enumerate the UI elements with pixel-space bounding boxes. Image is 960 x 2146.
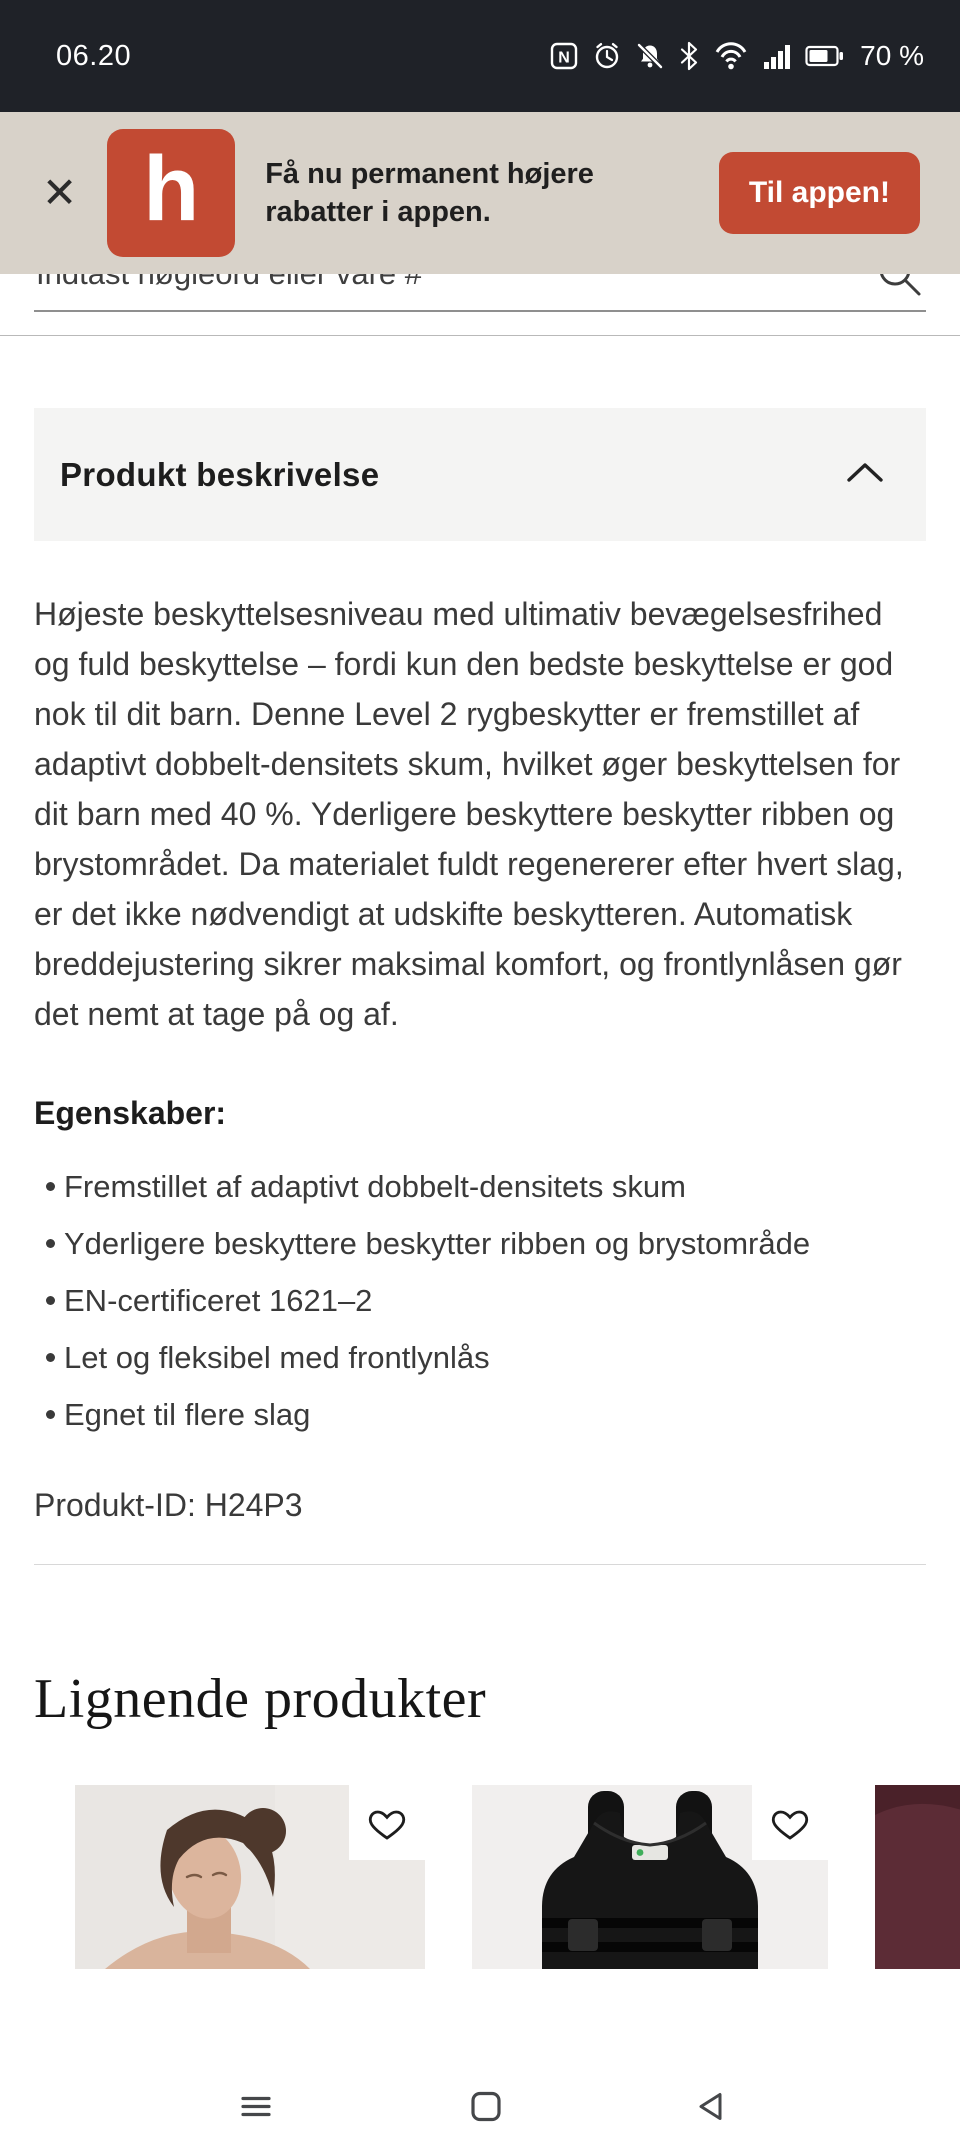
product-description-title: Produkt beskrivelse	[60, 455, 380, 493]
nav-menu-icon[interactable]	[239, 2089, 273, 2128]
nav-back-icon[interactable]	[695, 2089, 729, 2128]
nav-home-icon[interactable]	[469, 2089, 503, 2128]
signal-strength-icon	[762, 41, 792, 71]
banner-message-line2: rabatter i appen.	[265, 196, 491, 228]
nfc-icon	[549, 41, 579, 71]
app-logo-letter: h	[143, 138, 200, 240]
features-list	[34, 1158, 926, 1443]
product-image-partial	[875, 1785, 960, 1969]
feature-item: Fremstillet af adaptivt dobbelt-densitets skum	[64, 1158, 926, 1215]
feature-item: Yderligere beskyttere beskytter ribben og brystområde	[64, 1215, 926, 1272]
status-icons	[549, 40, 924, 72]
product-card[interactable]	[472, 1785, 828, 1969]
bluetooth-icon	[678, 41, 700, 71]
similar-products-heading: Lignende produkter	[34, 1668, 487, 1730]
app-promo-banner	[0, 112, 960, 274]
section-divider	[34, 1564, 926, 1565]
heart-icon	[770, 1804, 810, 1842]
favorite-button[interactable]	[349, 1785, 425, 1860]
open-app-button[interactable]: Til appen!	[719, 152, 920, 234]
alarm-icon	[592, 41, 622, 71]
status-bar	[0, 0, 960, 112]
battery-icon	[805, 42, 845, 70]
android-nav-bar	[0, 2071, 960, 2146]
features-heading: Egenskaber:	[34, 1095, 227, 1131]
battery-percent-label: 70 %	[860, 40, 924, 71]
search-bar-section	[0, 274, 960, 336]
heart-icon	[367, 1804, 407, 1842]
close-icon[interactable]: ✕	[42, 169, 78, 216]
notifications-off-icon	[635, 41, 665, 71]
product-description-body: Højeste beskyttelsesniveau med ultimativ bevægelsesfrihed og fuld beskyttelse – fordi kun den bedste beskyttelse er god nok til dit barn. Denne Level 2 rygbeskytter er fremstillet af adaptivt dobbelt-densitets skum, hvilket øger beskyttelsen for dit barn med 40 %. Yderligere beskyttere beskytter ribben og brystområdet. Da materialet fuldt regenererer efter hvert slag, er det ikke nødvendigt at udskifte beskytteren. Automatisk breddejustering sikrer maksimal komfort, og frontlynlåsen gør det nemt at tage på og af.	[34, 596, 904, 1032]
chevron-up-icon[interactable]	[846, 460, 884, 489]
app-logo	[107, 129, 235, 257]
svg-text:N: N	[558, 49, 570, 67]
banner-message-line1: Få nu permanent højere	[265, 158, 594, 190]
feature-item: EN-certificeret 1621–2	[64, 1272, 926, 1329]
product-id-label: Produkt-ID: H24P3	[34, 1487, 303, 1523]
product-card[interactable]	[75, 1785, 425, 1969]
feature-item: Let og fleksibel med frontlynlås	[64, 1329, 926, 1386]
product-page-content	[0, 408, 960, 1731]
product-card-partial[interactable]	[875, 1785, 960, 1969]
status-time: 06.20	[56, 39, 132, 72]
favorite-button[interactable]	[752, 1785, 828, 1860]
similar-products-carousel	[0, 1785, 960, 1985]
product-description-accordion-header[interactable]	[34, 408, 926, 541]
wifi-icon	[713, 41, 749, 71]
feature-item: Egnet til flere slag	[64, 1386, 926, 1443]
banner-message	[265, 155, 689, 231]
